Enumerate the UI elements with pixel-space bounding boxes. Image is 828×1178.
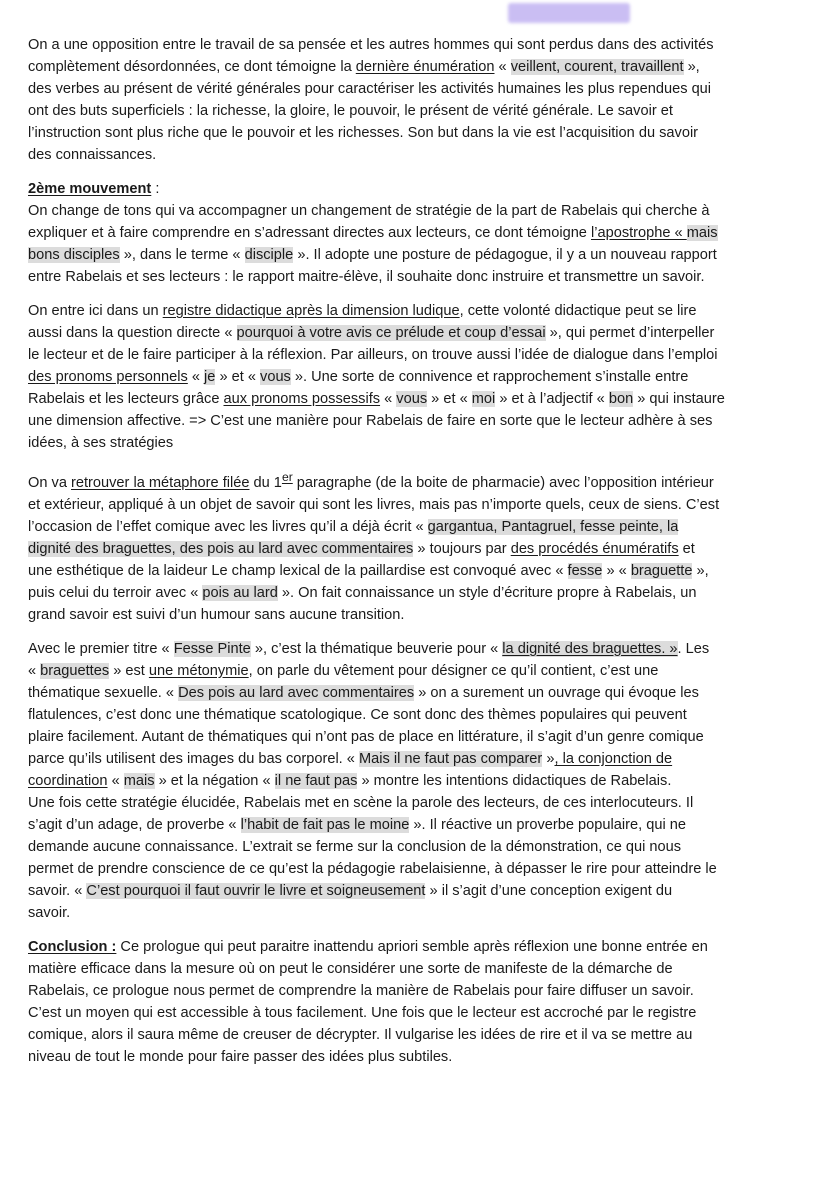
highlighted-quote: vous (396, 391, 428, 407)
text-segment: : (151, 181, 160, 197)
text-segment: demande aucune connaissance. L’extrait se ferme sur la conclusion de la démonstration, ce qui nous (28, 838, 682, 855)
text-line (28, 682, 800, 704)
text-segment: » et « (215, 369, 261, 385)
text-segment: . Les (677, 640, 710, 657)
text-segment: On change de tons qui va accompagner un changement de stratégie de la part de Rabelais qui cherche à (28, 203, 710, 219)
text-line (28, 266, 800, 288)
underlined-term: des procédés énumératifs (510, 540, 679, 557)
text-line (28, 770, 800, 792)
text-line (28, 200, 800, 222)
highlighted-quote: Mais il ne faut pas comparer (358, 750, 543, 767)
text-segment: comique, alors il saura même de creuser de décrypter. Il vulgarise les idées de rire et il va se mettre au (28, 1026, 693, 1043)
text-line (28, 748, 800, 770)
text-segment: », (692, 562, 709, 579)
text-segment: expliquer et à faire comprendre en s’adressant directes aux lecteurs, ce dont témoigne (28, 225, 591, 241)
highlighted-quote: dignité des braguettes, des pois au lard avec commentaires (28, 540, 414, 557)
text-line (28, 34, 800, 56)
text-segment: ». Il réactive un proverbe populaire, qui ne (409, 816, 686, 833)
text-segment: , on parle du vêtement pour désigner ce qu’il contient, c’est une (248, 662, 659, 679)
paragraph-metaphore (28, 466, 800, 626)
underlined-term: dernière énumération (355, 59, 495, 75)
text-line (28, 56, 800, 78)
text-segment: ». On fait connaissance un style d’écriture propre à Rabelais, un (277, 584, 697, 601)
text-segment: ». Une sorte de connivence et rapprochement s’installe entre (290, 369, 689, 385)
section-heading: Conclusion : (28, 938, 117, 955)
text-line (28, 792, 800, 814)
text-line (28, 494, 800, 516)
text-segment: permet de prendre conscience de ce qu’est la pédagogie rabelaisienne, à dépasser le rire pour atteindre le (28, 860, 717, 877)
text-segment: Rabelais et les lecteurs grâce (28, 391, 224, 407)
highlighted-quote: mais (123, 772, 155, 789)
underlined-term: aux pronoms possessifs (223, 391, 381, 407)
text-segment: matière efficace dans la mesure où on peut le considérer une sorte de manifeste de la démarche de (28, 960, 673, 977)
text-line (28, 1002, 800, 1024)
text-line (28, 388, 800, 410)
text-segment: thématique sexuelle. « (28, 684, 179, 701)
highlighted-quote: braguette (630, 562, 693, 579)
text-segment: Rabelais, ce prologue nous permet de comprendre la manière de Rabelais pour faire diffuser un savoir. (28, 982, 694, 999)
text-segment: aussi dans la question directe « (28, 325, 237, 341)
text-line (28, 1046, 800, 1068)
text-line (28, 344, 800, 366)
text-segment: , cette volonté didactique peut se lire (459, 303, 697, 319)
text-segment: » et « (427, 391, 472, 407)
text-segment: « (107, 772, 124, 789)
text-line (28, 322, 800, 344)
text-segment: du 1 (249, 474, 282, 491)
highlighted-quote: l’habit de fait pas le moine (240, 816, 410, 833)
highlighted-quote: bons disciples (28, 247, 120, 263)
text-segment: ont des buts superficiels : la richesse, la gloire, le pouvoir, le présent de vérité générale. Le savoir et (28, 103, 673, 119)
text-line (28, 936, 800, 958)
underlined-term: une métonymie (148, 662, 249, 679)
highlighted-quote: bon (608, 391, 634, 407)
paragraph-titres (28, 638, 800, 924)
text-line (28, 980, 800, 1002)
paragraph-didactique (28, 300, 800, 454)
text-segment: complètement désordonnées, ce dont témoigne la (28, 59, 356, 75)
text-line (28, 100, 800, 122)
highlighted-quote: fesse (567, 562, 603, 579)
highlighted-quote: moi (471, 391, 496, 407)
text-segment: paragraphe (de la boite de pharmacie) avec l’opposition intérieur (292, 474, 714, 491)
underlined-term: , la conjonction de (554, 750, 673, 767)
text-line (28, 902, 800, 924)
highlighted-quote: il ne faut pas (274, 772, 358, 789)
text-segment: » et à l’adjectif « (495, 391, 609, 407)
text-line (28, 144, 800, 166)
underlined-term: er (281, 470, 293, 484)
text-line (28, 410, 800, 432)
text-segment: Une fois cette stratégie élucidée, Rabelais met en scène la parole des lecteurs, de ces interlocuteurs. Il (28, 794, 694, 811)
text-segment: » « (602, 562, 631, 579)
paragraph-intro (28, 34, 800, 166)
text-segment: « (494, 59, 511, 75)
highlighted-quote: la dignité des braguettes. » (502, 640, 678, 657)
text-segment: On va (28, 474, 71, 491)
text-line (28, 638, 800, 660)
text-segment: l’instruction sont plus riche que le pouvoir et les richesses. Son but dans la vie est l’acquisition du savoir (28, 125, 699, 141)
paragraph-mouvement-2 (28, 178, 800, 288)
text-line (28, 660, 800, 682)
text-line (28, 244, 800, 266)
underlined-term: l’apostrophe « (590, 225, 687, 241)
text-segment: et extérieur, appliqué à un objet de savoir qui sont les livres, mais pas n’importe quels, ceux de siens. C’est (28, 496, 720, 513)
text-line (28, 366, 800, 388)
text-segment: l’occasion de l’effet comique avec les livres qu’il a déjà écrit « (28, 518, 428, 535)
text-segment: » toujours par (413, 540, 511, 557)
text-segment: On entre ici dans un (28, 303, 163, 319)
text-segment: » (542, 750, 555, 767)
text-segment: savoir. « (28, 882, 87, 899)
text-line (28, 726, 800, 748)
document-page (28, 34, 800, 1080)
section-heading: 2ème mouvement (28, 181, 152, 197)
text-segment: », qui permet d’interpeller (545, 325, 715, 341)
text-segment: plaire facilement. Autant de thématiques qui n’ont pas de place en littérature, il s’agit d’un genre comique (28, 728, 704, 745)
text-segment: » est (109, 662, 149, 679)
text-segment: », c’est la thématique beuverie pour « (250, 640, 503, 657)
underlined-term: coordination (28, 772, 108, 789)
text-line (28, 604, 800, 626)
highlighted-quote: vous (260, 369, 291, 385)
text-segment: savoir. (28, 904, 71, 921)
text-segment: puis celui du terroir avec « (28, 584, 203, 601)
text-segment: et (678, 540, 695, 557)
text-segment: parce qu’ils utilisent des images du bas corporel. « (28, 750, 359, 767)
text-line (28, 858, 800, 880)
text-segment: », (683, 59, 700, 75)
text-segment: le lecteur et de le faire participer à la réflexion. Par ailleurs, on trouve aussi l’idée de dialogue dans l’emploi (28, 347, 718, 363)
text-segment: « (187, 369, 205, 385)
paragraph-conclusion (28, 936, 800, 1068)
text-segment: une dimension affective. => C’est une manière pour Rabelais de faire en sorte que le lecteur adhère à ses (28, 413, 713, 429)
text-segment: Ce prologue qui peut paraitre inattendu apriori semble après réflexion une bonne entrée en (116, 938, 708, 955)
text-segment: grand savoir est suivi d’un humour sans aucune transition. (28, 606, 405, 623)
text-line (28, 432, 800, 454)
text-line (28, 300, 800, 322)
highlighted-quote: Des pois au lard avec commentaires (178, 684, 415, 701)
highlighted-quote: mais (686, 225, 718, 241)
text-segment: s’agit d’un adage, de proverbe « (28, 816, 241, 833)
text-segment: des connaissances. (28, 147, 157, 163)
text-line (28, 1024, 800, 1046)
text-segment: » qui instaure (633, 391, 725, 407)
text-line (28, 704, 800, 726)
text-line (28, 814, 800, 836)
text-segment: » il s’agit d’une conception exigent du (425, 882, 673, 899)
text-segment: » montre les intentions didactiques de Rabelais. (357, 772, 672, 789)
underlined-term: des pronoms personnels (28, 369, 188, 385)
highlighted-quote: je (204, 369, 216, 385)
text-line (28, 122, 800, 144)
text-line (28, 178, 800, 200)
text-line (28, 222, 800, 244)
text-segment: C’est un moyen qui est accessible à tous facilement. Une fois que le lecteur est accroché par le registre (28, 1004, 697, 1021)
text-segment: idées, à ses stratégies (28, 435, 174, 451)
text-segment: niveau de tout le monde pour faire passer des idées plus subtiles. (28, 1048, 453, 1065)
highlighted-quote: pois au lard (202, 584, 278, 601)
underlined-term: retrouver la métaphore filée (71, 474, 250, 491)
text-segment: flatulences, c’est donc une thématique scatologique. Ce sont donc des thèmes populaires qui peuvent (28, 706, 687, 723)
text-line (28, 958, 800, 980)
text-line (28, 836, 800, 858)
highlighted-quote: Fesse Pinte (173, 640, 251, 657)
text-line (28, 466, 800, 494)
text-line (28, 516, 800, 538)
highlighted-quote: disciple (244, 247, 294, 263)
highlighted-quote: pourquoi à votre avis ce prélude et coup d’essai (236, 325, 546, 341)
text-segment: » et la négation « (154, 772, 275, 789)
underlined-term: registre didactique après la dimension ludique (162, 303, 460, 319)
text-segment: une esthétique de la laideur Le champ lexical de la paillardise est convoqué avec « (28, 562, 568, 579)
highlighted-quote: braguettes (40, 662, 110, 679)
text-segment: « (28, 662, 41, 679)
text-segment: Avec le premier titre « (28, 640, 174, 657)
highlighted-quote: veillent, courent, travaillent (510, 59, 684, 75)
text-line (28, 582, 800, 604)
text-segment: « (380, 391, 397, 407)
text-line (28, 538, 800, 560)
highlighted-quote: gargantua, Pantagruel, fesse peinte, la (427, 518, 679, 535)
highlighted-quote: C’est pourquoi il faut ouvrir le livre et soigneusement (86, 882, 426, 899)
text-line (28, 78, 800, 100)
text-segment: On a une opposition entre le travail de sa pensée et les autres hommes qui sont perdus dans des activités (28, 37, 714, 53)
text-segment: entre Rabelais et ses lecteurs : le rapport maitre-élève, il souhaite donc instruire et transmettre un savoir. (28, 269, 705, 285)
text-line (28, 560, 800, 582)
text-line (28, 880, 800, 902)
text-segment: » on a surement un ouvrage qui évoque les (414, 684, 699, 701)
text-segment: ». Il adopte une posture de pédagogue, il y a un nouveau rapport (293, 247, 717, 263)
highlighter-mark (508, 3, 630, 23)
text-segment: », dans le terme « (119, 247, 245, 263)
text-segment: des verbes au présent de vérité générales pour caractériser les activités humaines les plus rependues qui (28, 81, 712, 97)
